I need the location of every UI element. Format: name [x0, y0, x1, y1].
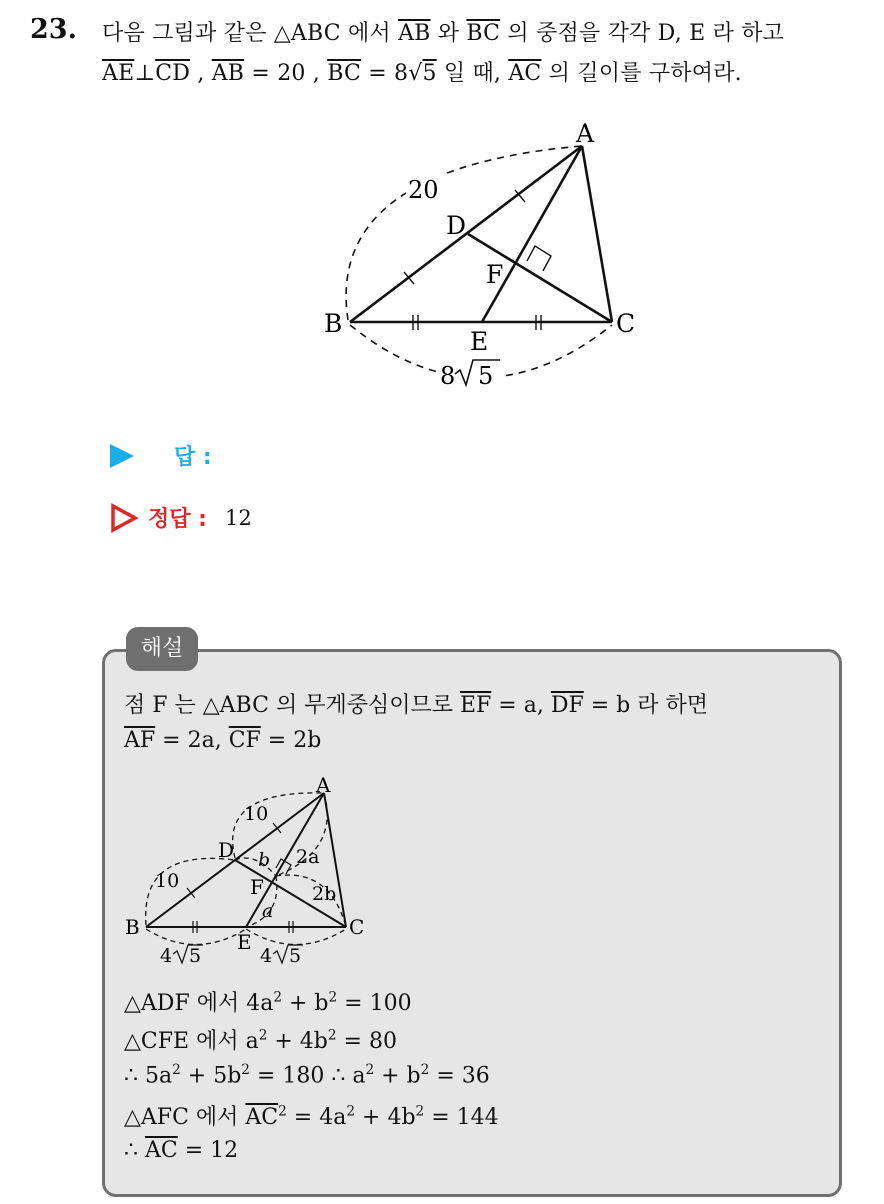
s2-segment-cf: $\overline{CF}$: [228, 728, 261, 753]
q2-text-1: ,: [190, 61, 212, 86]
eq3-exp-2: 2: [241, 1062, 250, 1078]
q2-text-4: 일 때,: [436, 61, 509, 86]
answer-label: 답 :: [174, 445, 212, 470]
s1-text-1: 점 F 는 △ABC 의 무게중심이므로: [124, 693, 460, 718]
sqrt-symbol: √: [408, 61, 423, 86]
q2-segment-ae: $\overline{AE}$: [102, 61, 135, 86]
eq4-segment-ac: $\overline{AC}$: [245, 1105, 279, 1130]
eq1-exp-2: 2: [328, 989, 338, 1006]
eq2-text-3: = 80: [336, 1029, 397, 1054]
label-8-coef: 8: [440, 362, 456, 390]
eq3-text-5: = 36: [429, 1063, 490, 1089]
s-vertex-b: B: [125, 915, 140, 939]
eq2-exp-2: 2: [327, 1027, 337, 1044]
eq3-text-1: ∴ 5a: [124, 1063, 173, 1089]
segment-ac: [582, 146, 612, 322]
equation-cfe: [124, 1024, 397, 1055]
solution-triangle-figure: [120, 770, 380, 975]
s-point-e: E: [237, 930, 252, 954]
eq2-text-1: △CFE 에서 a: [124, 1029, 259, 1054]
label-20: 20: [408, 176, 439, 204]
label-8-rad: 5: [478, 362, 494, 390]
q2-text-2: = 20 ,: [244, 61, 328, 86]
q1-triangle: △ABC: [273, 21, 341, 46]
s2-text-2: = 2b: [260, 728, 322, 753]
s-label-ad: 10: [244, 803, 269, 825]
s-label-ec-coef: 4: [260, 945, 273, 967]
s-label-be-rad: 5: [189, 945, 202, 967]
equation-sum: [124, 1062, 490, 1088]
q2-segment-cd: $\overline{CD}$: [155, 61, 191, 86]
question-line-2: [102, 56, 742, 87]
eq2-text-2: + 4b: [267, 1029, 328, 1054]
eq4-text-3: + 4b: [355, 1105, 416, 1130]
eq4-text-2: = 4a: [286, 1105, 347, 1130]
s1-text-3: = b 라 하면: [583, 693, 708, 718]
s1-segment-ef: $\overline{EF}$: [459, 693, 492, 718]
s-vertex-a: A: [316, 773, 331, 797]
eq1-exp-1: 2: [273, 989, 282, 1006]
eq3-text-4: + b: [374, 1063, 421, 1089]
solution-line-1: [124, 688, 708, 719]
point-e: E: [470, 327, 489, 356]
equation-afc: [124, 1100, 499, 1131]
right-angle-mark: [527, 246, 551, 271]
q2-segment-ab: $\overline{AB}$: [211, 61, 245, 86]
q1-text-2: 에서: [340, 21, 399, 46]
correct-answer-row: [110, 502, 252, 533]
s-arc-be: [146, 929, 246, 945]
s-tick-db: [187, 888, 195, 898]
eq4-exp-1: 2: [346, 1103, 356, 1120]
eq5-text-2: = 12: [177, 1138, 239, 1163]
correct-value: 12: [224, 505, 252, 530]
point-d: D: [446, 211, 467, 240]
q1-segment-ab: $\overline{AB}$: [398, 21, 431, 46]
eq3-exp-3: 2: [365, 1062, 375, 1078]
equation-adf: [124, 986, 412, 1017]
eq5-text-1: ∴: [124, 1138, 145, 1163]
q2-text-3: = 8: [361, 61, 409, 86]
eq3-text-2: + 5b: [180, 1063, 242, 1089]
solution-line-2: [124, 728, 321, 753]
point-f: F: [486, 260, 504, 289]
q2-segment-bc: $\overline{BC}$: [327, 61, 361, 86]
q1-text-4: 의 중점을 각각 D, E 라 하고: [500, 21, 785, 46]
question-line-1: [102, 16, 784, 47]
s-label-be-coef: 4: [160, 945, 173, 967]
s-point-d: D: [218, 838, 235, 862]
q2-segment-ac: $\overline{AC}$: [508, 61, 542, 86]
s-label-ec-rad: 5: [289, 945, 302, 967]
equation-result: [124, 1138, 238, 1163]
eq4-text-1: △AFC 에서: [124, 1105, 246, 1130]
vertex-c: C: [616, 309, 636, 338]
correct-arrow-icon: [110, 503, 138, 533]
q1-text-1: 다음 그림과 같은: [102, 21, 274, 46]
q2-text-5: 의 길이를 구하여라.: [541, 61, 742, 86]
s-point-f: F: [250, 875, 264, 899]
s2-segment-af: $\overline{AF}$: [124, 728, 156, 753]
eq1-text-3: = 100: [337, 991, 412, 1016]
answer-row: [110, 440, 212, 471]
eq1-text-2: + b: [282, 991, 329, 1016]
s1-segment-df: $\overline{DF}$: [550, 693, 584, 718]
q1-text-3: 와: [430, 21, 467, 46]
s1-text-2: = a,: [491, 693, 551, 718]
problem-number: 23.: [30, 14, 77, 45]
eq5-segment-ac: $\overline{AC}$: [145, 1138, 178, 1163]
triangle-figure: [300, 110, 660, 400]
s-label-df: b: [258, 849, 271, 871]
correct-label: 정답 :: [148, 507, 207, 532]
s-label-db: 10: [155, 870, 180, 892]
eq1-text-1: △ADF 에서 4a: [124, 991, 274, 1016]
s-arc-ec: [246, 929, 346, 945]
solution-tag: 해설: [126, 627, 198, 671]
answer-arrow-icon: [110, 444, 134, 468]
eq4-exp-2: 2: [415, 1103, 425, 1120]
q2-perp: ⊥: [134, 61, 156, 86]
q1-segment-bc: $\overline{BC}$: [466, 21, 501, 46]
vertex-b: B: [324, 309, 343, 338]
eq3-exp-1: 2: [172, 1062, 181, 1078]
eq2-exp-1: 2: [258, 1027, 268, 1044]
s2-text-1: = 2a,: [155, 728, 229, 753]
vertex-a: A: [576, 119, 595, 148]
eq3-exp-4: 2: [420, 1062, 430, 1078]
s-label-fe: a: [262, 900, 274, 922]
s-vertex-c: C: [349, 915, 365, 939]
s-label-fc: 2b: [312, 883, 337, 905]
eq3-text-3: = 180 ∴ a: [249, 1063, 366, 1089]
eq4-text-4: = 144: [424, 1105, 499, 1130]
q2-sqrt-arg: 5: [422, 61, 437, 86]
eq4-exp-0: 2: [278, 1103, 287, 1120]
s-label-af: 2a: [296, 846, 320, 868]
